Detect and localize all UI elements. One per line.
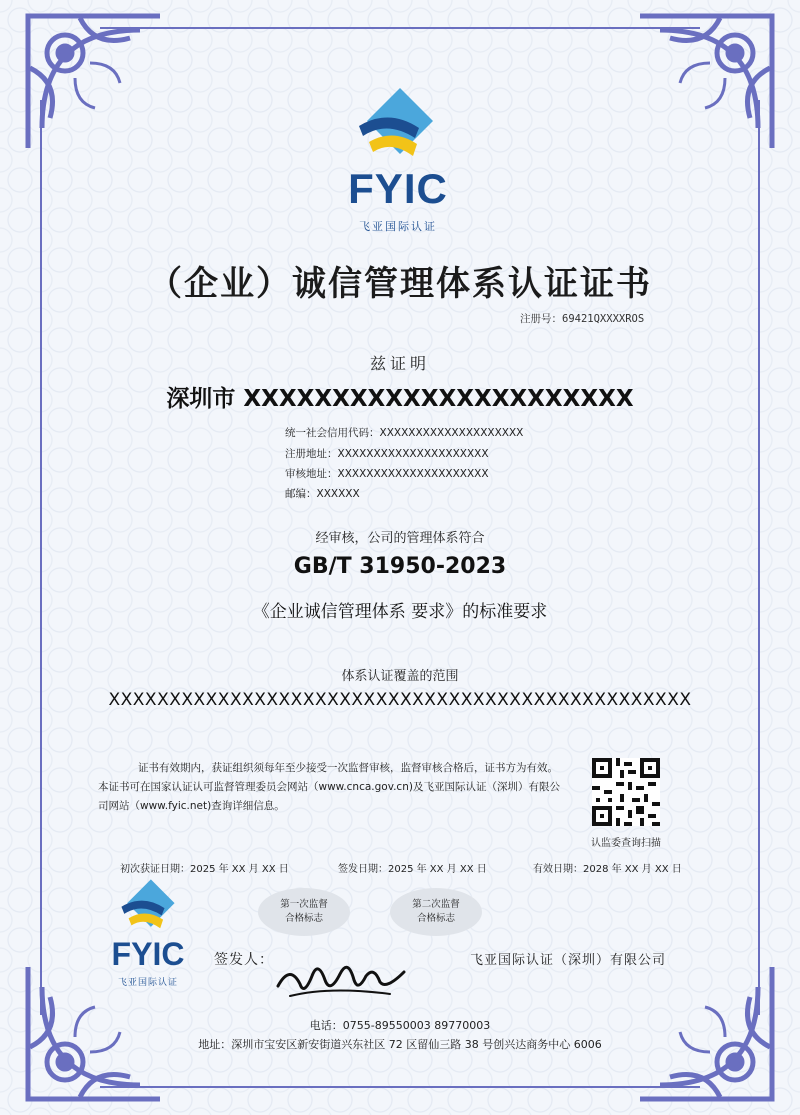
credit-code-row: 统一社会信用代码：XXXXXXXXXXXXXXXXXXXX — [285, 427, 524, 439]
postal-code-row: 邮编：XXXXXX — [285, 488, 360, 500]
corner-ornament-top-right — [630, 8, 780, 158]
logo-text: FYIC — [348, 165, 448, 212]
frame-bottom — [100, 1086, 700, 1088]
prove-text: 兹证明 — [369, 354, 430, 373]
logo-subtitle: 飞亚国际认证 — [359, 220, 437, 233]
registration-number: 注册号：69421QXXXXROS — [520, 313, 645, 325]
expiry-date: 有效日期：2028 年 XX 月 XX 日 — [533, 864, 682, 875]
fyic-logo-bottom-icon — [118, 878, 178, 934]
standard-code: GB/T 31950-2023 — [293, 554, 507, 579]
scope-title: 体系认证覆盖的范围 — [341, 669, 459, 684]
frame-top — [100, 27, 700, 29]
conformity-text: 经审核，公司的管理体系符合 — [315, 531, 485, 546]
corner-ornament-top-left — [20, 8, 170, 158]
company-name: 深圳市 XXXXXXXXXXXXXXXXXXXXXX — [166, 386, 634, 412]
qr-caption: 认监委查询扫描 — [591, 838, 661, 849]
qr-code-icon — [592, 758, 660, 826]
contact-address: 地址：深圳市宝安区新安街道兴东社区 72 区留仙三路 38 号创兴达商务中心 6006 — [198, 1038, 602, 1051]
standard-name: 《企业诚信管理体系 要求》的标准要求 — [252, 602, 548, 622]
logo-bottom-text: FYIC — [111, 936, 185, 972]
signature-icon — [270, 946, 410, 1006]
contact-phone: 电话：0755-89550003 89770003 — [309, 1019, 491, 1032]
issue-date: 签发日期：2025 年 XX 月 XX 日 — [338, 864, 487, 875]
organization-name: 飞亚国际认证（深圳）有限公司 — [470, 953, 667, 968]
fyic-logo-icon — [355, 86, 437, 164]
first-surveillance-seal: 第一次监督 合格标志 — [258, 888, 350, 936]
registered-address-row: 注册地址：XXXXXXXXXXXXXXXXXXXXX — [285, 448, 489, 460]
logo-bottom-subtitle: 飞亚国际认证 — [117, 978, 178, 988]
issuer-label: 签发人： — [214, 952, 274, 968]
second-surveillance-seal: 第二次监督 合格标志 — [390, 888, 482, 936]
validity-notice: 证书有效期内，获证组织须每年至少接受一次监督审核，监督审核合格后，证书方为有效。本证书可在国家认证认可监督管理委员会网站（www.cnca.gov.cn)及飞亚国际认证（深圳）有限公司网站（www.fyic.net)查询详细信息。 — [98, 762, 560, 812]
certificate-title: （企业）诚信管理体系认证证书 — [148, 264, 652, 304]
initial-date: 初次获证日期：2025 年 XX 月 XX 日 — [120, 864, 289, 875]
audit-address-row: 审核地址：XXXXXXXXXXXXXXXXXXXXX — [285, 468, 489, 480]
scope-value: XXXXXXXXXXXXXXXXXXXXXXXXXXXXXXXXXXXXXXXXXXXXXXXX — [108, 690, 692, 710]
